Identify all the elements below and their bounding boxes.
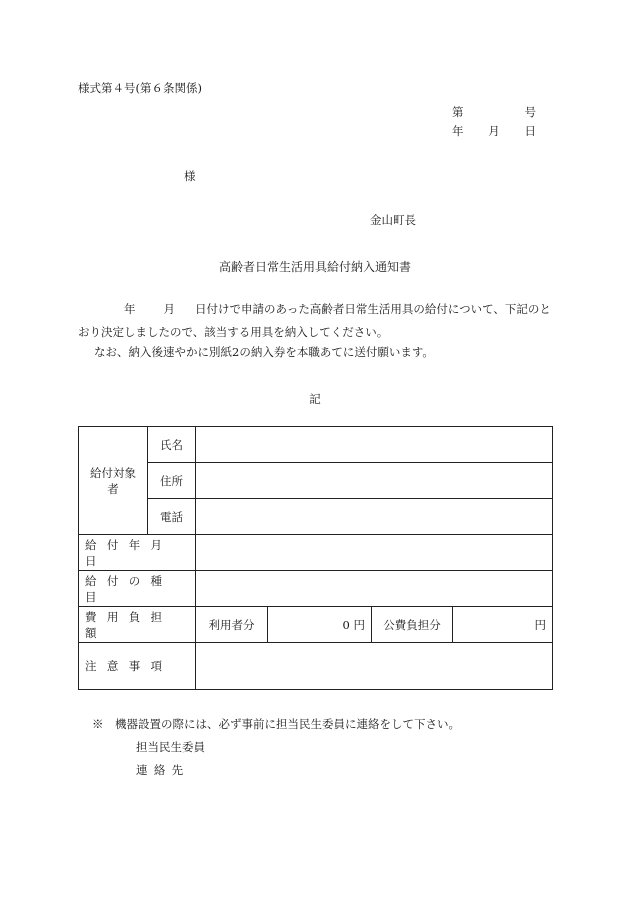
notes-label: 注意事項 (79, 643, 196, 690)
footer-note: ※ 機器設置の際には、必ず事前に担当民生委員に連絡をして下さい。 (92, 717, 460, 731)
cost-label: 費用負担額 (79, 607, 196, 643)
document-number (452, 104, 536, 120)
issuer: 金山町長 (370, 213, 416, 227)
addressee: 様 (184, 169, 196, 183)
user-share-label: 利用者分 (196, 607, 268, 643)
document-title: 高齢者日常生活用具給付納入通知書 (218, 260, 411, 274)
footer-line-welfare-commissioner: 担当民生委員 (136, 740, 205, 754)
para1-year: 年 (124, 302, 136, 316)
public-share-value[interactable]: 円 (453, 607, 553, 643)
notes-value-cell[interactable] (196, 643, 553, 690)
date-value-cell[interactable] (196, 535, 553, 571)
body-paragraph-1 (78, 298, 553, 344)
ki-marker: 記 (309, 392, 321, 406)
doc-date-month: 月 (488, 124, 500, 138)
user-share-value[interactable]: 0 円 (268, 607, 372, 643)
address-value-cell[interactable] (196, 463, 553, 499)
para1-month: 月 (163, 302, 175, 316)
date-label: 給付年月日 (79, 535, 196, 571)
form-label: 様式第４号(第６条関係) (78, 81, 202, 95)
body-paragraph-2: なお、納入後速やかに別紙2の納入券を本職あてに送付願います。 (94, 345, 434, 359)
type-value-cell[interactable] (196, 571, 553, 607)
doc-date-year: 年 (452, 124, 464, 138)
public-share-label: 公費負担分 (372, 607, 453, 643)
phone-value-cell[interactable] (196, 499, 553, 535)
document-date (452, 123, 536, 139)
address-label: 住所 (148, 463, 196, 499)
doc-number-prefix: 第 (452, 105, 464, 119)
type-label: 給付の種目 (79, 571, 196, 607)
name-label: 氏名 (148, 427, 196, 463)
doc-number-suffix: 号 (524, 105, 536, 119)
detail-table (78, 426, 553, 690)
doc-date-day: 日 (524, 124, 536, 138)
recipient-header: 給付対象者 (79, 427, 148, 535)
phone-label: 電話 (148, 499, 196, 535)
name-value-cell[interactable] (196, 427, 553, 463)
para1-text: 日付けで申請のあった高齢者日常生活用具の給付について、下記のとおり決定しましたので、該当する用具を納入してください。 (78, 302, 551, 339)
footer-line-contact: 連絡先 (136, 763, 190, 777)
